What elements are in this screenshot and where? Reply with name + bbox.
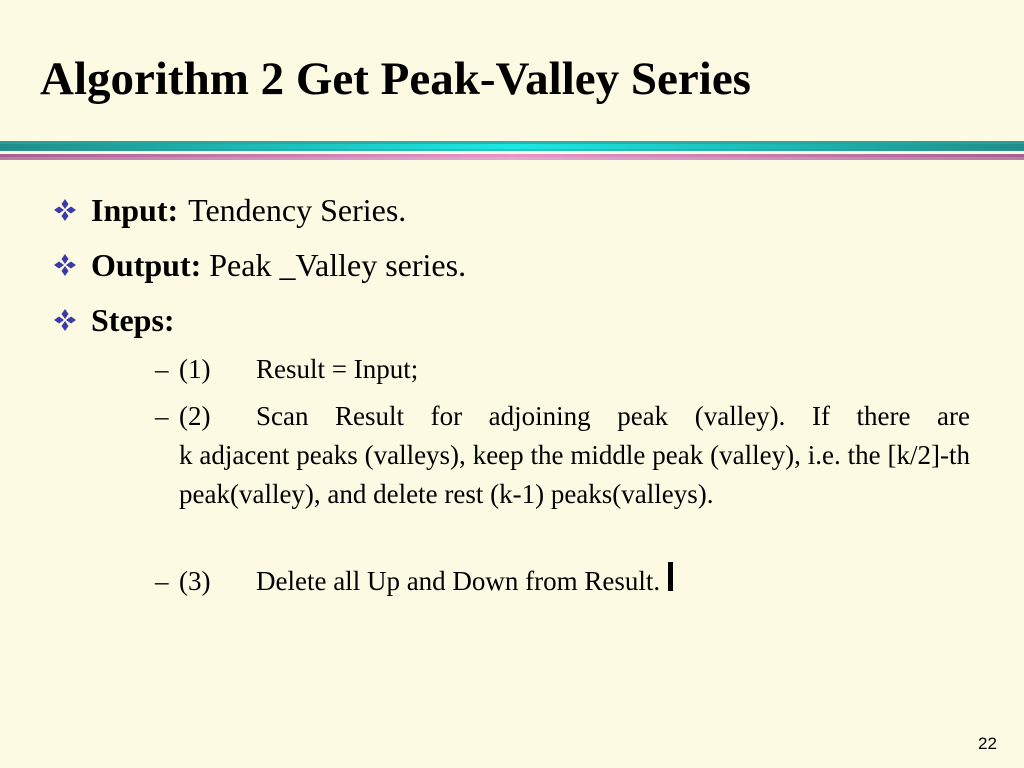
text-cursor — [668, 562, 673, 591]
step-dash: – — [155, 401, 169, 431]
bullet-label-output: Output: — [91, 246, 202, 283]
step-1 — [155, 350, 970, 389]
step-text: Delete all Up and Down from Result. — [256, 566, 661, 596]
four-diamond-bullet-icon — [50, 308, 80, 332]
four-diamond-bullet-icon — [50, 253, 80, 277]
step-number: (3) — [179, 566, 211, 596]
step-text: Scan Result for adjoining peak (valley). If there are — [256, 401, 970, 431]
bullet-value-input: Tendency Series. — [188, 191, 407, 228]
step-3 — [155, 562, 970, 601]
step-continuation: k adjacent peaks (valleys), keep the middle peak (valley), i.e. the [k/2]-th peak(valley), and delete rest (k-1) peaks(valleys). — [179, 440, 970, 509]
step-dash: – — [155, 354, 169, 384]
step-2 — [155, 397, 970, 514]
bullet-output — [50, 245, 466, 285]
step-number: (1) — [179, 354, 211, 384]
slide-title: Algorithm 2 Get Peak-Valley Series — [40, 53, 751, 105]
bullet-label-input: Input: — [91, 191, 179, 228]
bullet-steps — [50, 300, 175, 340]
four-diamond-bullet-icon — [50, 198, 80, 222]
bullet-label-steps: Steps: — [91, 301, 175, 338]
step-number: (2) — [179, 401, 211, 431]
step-text: Result = Input; — [256, 354, 419, 384]
bullet-value-output: Peak _Valley series. — [209, 246, 467, 283]
page-number: 22 — [978, 734, 997, 753]
step-dash: – — [155, 566, 169, 596]
bullet-input — [50, 190, 406, 230]
